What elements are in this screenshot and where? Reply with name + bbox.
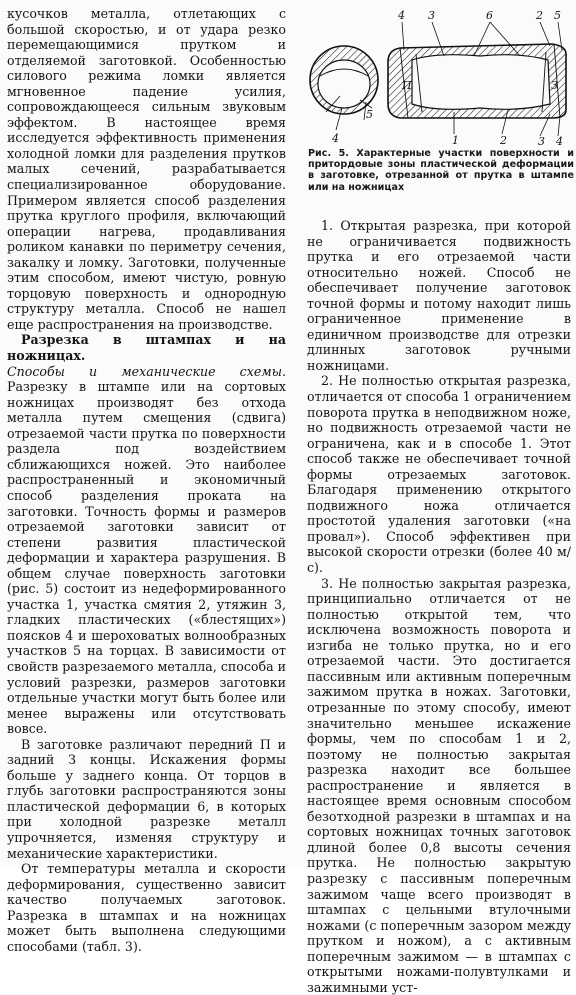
paragraph-methods-intro: От температуры металла и скорости деформирования, существенно зависит качество получаемых заготовок. Разрезка в штампах и на ножницах может быть выполнена следующими способами (табл. 3). [7,861,286,954]
fig-label-top-2: 2 [536,9,543,22]
label-rear-end: З [551,79,558,92]
fig-label-bottom-4: 4 [556,135,563,146]
fig-label-top-3: 3 [428,9,435,22]
paragraph-ends: В заготовке различают передний П и задний З концы. Искажения формы больше у заднего конца. От торцов в глубь заготовки распространяются зоны пластической деформации 6, в которых при холодной разрезке металл упрочняется, изменяя структуру и механические характеристики. [7,736,286,861]
fig-label-bottom-1: 1 [452,134,459,146]
figure-5 [304,4,574,146]
figure-caption [308,148,574,193]
right-column [307,218,571,995]
fig-label-left-5: 5 [366,108,373,121]
figure-5-drawing [304,4,574,146]
fig-label-bottom-3: 3 [538,135,545,146]
fig-label-bottom-2: 2 [500,134,507,146]
fig-label-top-5: 5 [554,9,561,22]
method-1-open-cutting: 1. Открытая разрезка, при которой не ограничивается подвижность прутка и его отрезаемой части относительно ножей. Способ не обеспечивает получение заготовок точной формы и потому находит лишь ограниченное применение в единичном производстве для отрезки длинных заготовок ручными ножницами. [307,218,571,373]
label-front-end: П [402,79,412,92]
fig-label-left-4: 4 [332,132,339,145]
caption-number: Рис. 5. [308,148,349,159]
fig-label-top-6: 6 [486,9,493,22]
caption-text: Характерные участки поверхности и притордовые зоны пластической деформации в заготовке, отрезанной от прутка в штампе или на ножницах [308,148,574,193]
paragraph-continuation: кусочков металла, отлетающих с большой скоростью, и от удара резко перемещающимися прутком и отделяемой заготовкой. Особенностью силового режима ломки является мгновенное падение усилия, сопровождающееся сильным звуковым эффектом. В настоящее время исследуется эффективность применения холодной ломки для разделения прутков малых сечений, разрабатывается специализированное оборудование. Примером является способ разделения прутка круглого профиля, включающий операции нагрева, продавливания роликом канавки по периметру сечения, закалку и ломку. Заготовки, полученные этим способом, имеют чистую, ровную торцовую поверхность и однородную структуру металла. Способ не нашел еще распространения на производстве. [7,6,286,332]
method-3-semi-closed-cutting: 3. Не полностью закрытая разрезка, принципиально отличается от не полностью открытой тем, что исключена возможность поворота и изгиба не только прутка, но и его отрезаемой части. Это достигается пассивным или активным поперечным зажимом прутка в ножах. Заготовки, отрезанные по этому способу, имеют значительно меньшее искажение формы, чем по способам 1 и 2, поэтому не полностью закрытая разрезка находит все большее распространение и является в настоящее время основным способом безотходной разрезки в штампах и на сортовых ножницах точных заготовок длиной более 0,8 высоты сечения прутка. Не полностью закрытую разрезку с пассивным поперечным зажимом чаще всего производят в штампах с цельными втулочными ножами (с поперечным зазором между прутком и ножом), а с активным поперечным зажимом — в штампах с открытыми ножами-полувтулками и зажимными уст- [307,575,571,995]
fig-label-top-4: 4 [398,9,405,22]
method-2-semi-open-cutting: 2. Не полностью открытая разрезка, отличается от способа 1 ограничением поворота прутка в неподвижном ноже, но подвижность отрезаемой части не ограничена, как и в способе 1. Этот способ также не обеспечивает точной формы отрезаемых заготовок. Благодаря применению открытого подвижного ножа отличается простотой удаления заготовки («на провал»). Способ эффективен при высокой скорости отрезки (более 40 м/с). [307,373,571,576]
side-view-billet [388,44,566,118]
section-heading: Разрезка в штампах и на ножницах. [7,332,286,364]
section-paragraph [7,332,286,736]
section-body: Разрезку в штампе или на сортовых ножницах производят без отхода металла путем смещения (сдвига) отрезаемой части прутка по поверхности раздела под воздействием сближающихся ножей. Это наиболее распространенный и экономичный способ разделения проката на заготовки. Точность формы и размеров отрезаемой заготовки зависит от степени развития пластической деформации и характера разрушения. В общем случае поверхность заготовки (рис. 5) состоит из недеформированного участка 1, участка смятия 2, утяжин 3, гладких пластических («блестящих») поясков 4 и шероховатых волнообразных участков 5 на торцах. В зависимости от свойств разрезаемого металла, способа и условий разрезки, размеров заготовки отдельные участки могут быть более или менее выражены или отсутствовать вовсе. [7,379,286,737]
end-view-circle [310,46,378,114]
subsection-heading: Способы и механические схемы. [7,363,286,379]
left-column [7,6,286,954]
